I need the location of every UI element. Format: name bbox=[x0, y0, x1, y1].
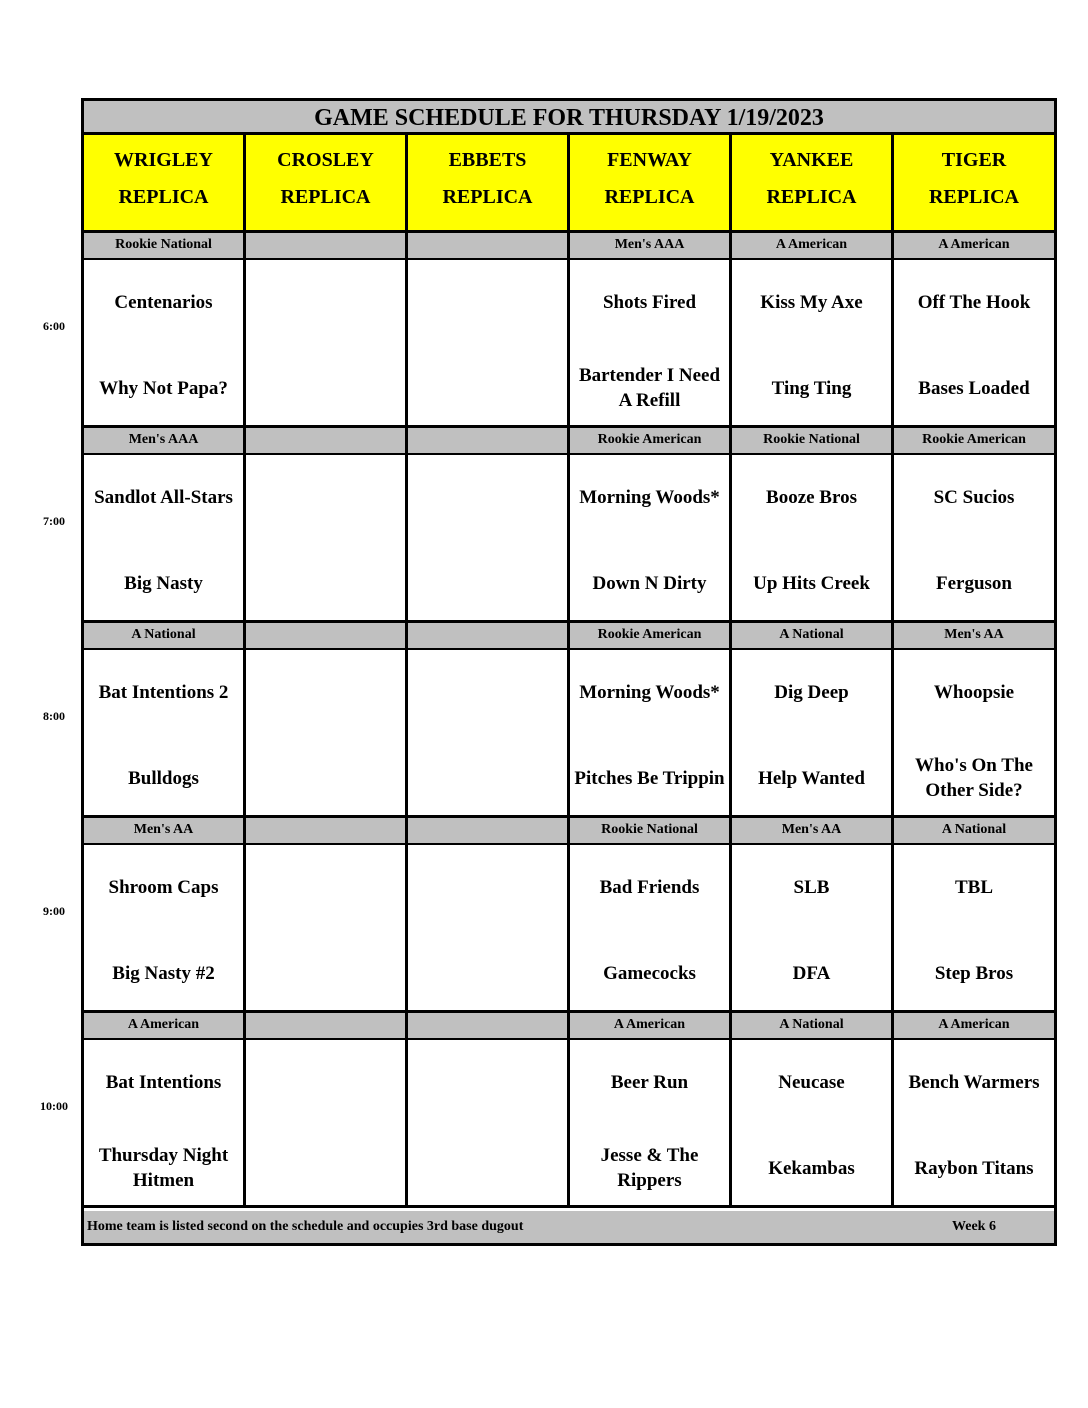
away-team bbox=[248, 857, 403, 917]
division-label: Men's AA bbox=[894, 623, 1054, 651]
away-team bbox=[410, 272, 565, 332]
away-team bbox=[410, 467, 565, 527]
field-header bbox=[84, 135, 246, 233]
division-label: A National bbox=[894, 818, 1054, 846]
away-team: Morning Woods* bbox=[579, 681, 720, 703]
game-cell bbox=[408, 1040, 570, 1208]
away-team bbox=[410, 857, 565, 917]
game-cell bbox=[732, 845, 894, 1013]
field-header bbox=[570, 135, 732, 233]
game-cell bbox=[732, 455, 894, 623]
away-team: Bat Intentions 2 bbox=[98, 681, 229, 703]
field-name: EBBETS bbox=[448, 149, 527, 171]
home-team: Pitches Be Trippin bbox=[574, 767, 725, 789]
division-label: A American bbox=[894, 1013, 1054, 1041]
game-cell bbox=[894, 260, 1054, 428]
time-label: 8:00 bbox=[43, 709, 65, 723]
division-label: Rookie American bbox=[570, 428, 732, 456]
field-type: REPLICA bbox=[766, 186, 857, 208]
division-label bbox=[408, 623, 570, 651]
game-cell bbox=[570, 455, 732, 623]
field-header bbox=[246, 135, 408, 233]
game-cell bbox=[570, 1040, 732, 1208]
home-team: Why Not Papa? bbox=[99, 377, 228, 399]
home-team bbox=[410, 553, 565, 613]
away-team: SC Sucios bbox=[933, 486, 1015, 508]
time-label: 7:00 bbox=[43, 514, 65, 528]
home-team: Raybon Titans bbox=[914, 1157, 1034, 1179]
home-team bbox=[248, 943, 403, 1003]
division-label bbox=[246, 1013, 408, 1041]
away-team: Kiss My Axe bbox=[760, 291, 863, 313]
game-cell bbox=[408, 650, 570, 818]
field-name: WRIGLEY bbox=[114, 149, 213, 171]
game-cell bbox=[84, 1040, 246, 1208]
game-cell bbox=[246, 455, 408, 623]
game-cell bbox=[246, 1040, 408, 1208]
division-label bbox=[408, 428, 570, 456]
field-type: REPLICA bbox=[442, 186, 533, 208]
footer-note: Home team is listed second on the schedule and occupies 3rd base dugout bbox=[87, 1219, 524, 1234]
field-header bbox=[894, 135, 1054, 233]
game-cell bbox=[408, 455, 570, 623]
away-team bbox=[410, 662, 565, 722]
home-team: Gamecocks bbox=[603, 962, 696, 984]
home-team: Ferguson bbox=[936, 572, 1012, 594]
field-type: REPLICA bbox=[280, 186, 371, 208]
home-team bbox=[248, 748, 403, 808]
home-team: Big Nasty #2 bbox=[112, 962, 215, 984]
game-cell bbox=[732, 650, 894, 818]
game-cell bbox=[246, 260, 408, 428]
home-team: Step Bros bbox=[934, 962, 1014, 984]
away-team: Shroom Caps bbox=[108, 876, 219, 898]
away-team: Shots Fired bbox=[602, 291, 697, 313]
home-team bbox=[410, 1138, 565, 1198]
home-team: Kekambas bbox=[768, 1157, 855, 1179]
away-team bbox=[410, 1052, 565, 1112]
field-name: TIGER bbox=[941, 149, 1007, 171]
division-label bbox=[246, 428, 408, 456]
away-team bbox=[248, 467, 403, 527]
division-label: A American bbox=[732, 233, 894, 261]
division-label: Men's AAA bbox=[84, 428, 246, 456]
away-team: Centenarios bbox=[114, 291, 213, 313]
division-label bbox=[408, 1013, 570, 1041]
division-label: Rookie National bbox=[570, 818, 732, 846]
division-label: A National bbox=[732, 1013, 894, 1041]
away-team: Morning Woods* bbox=[579, 486, 720, 508]
time-label: 10:00 bbox=[40, 1099, 68, 1113]
division-label bbox=[246, 623, 408, 651]
home-team bbox=[410, 943, 565, 1003]
home-team: Bases Loaded bbox=[918, 377, 1030, 399]
game-cell bbox=[408, 845, 570, 1013]
home-team: Help Wanted bbox=[758, 767, 865, 789]
division-label: A National bbox=[732, 623, 894, 651]
home-team bbox=[410, 358, 565, 418]
field-name: YANKEE bbox=[769, 149, 854, 171]
week-label: Week 6 bbox=[952, 1219, 996, 1234]
division-label: Men's AA bbox=[732, 818, 894, 846]
game-cell bbox=[894, 455, 1054, 623]
field-name: CROSLEY bbox=[277, 149, 374, 171]
home-team: Ting Ting bbox=[771, 377, 852, 399]
home-team: Up Hits Creek bbox=[753, 572, 870, 594]
game-cell bbox=[246, 845, 408, 1013]
division-label: A American bbox=[894, 233, 1054, 261]
away-team: TBL bbox=[954, 876, 994, 898]
page-title: GAME SCHEDULE FOR THURSDAY 1/19/2023 bbox=[84, 101, 1054, 135]
division-label: Rookie American bbox=[570, 623, 732, 651]
away-team: Sandlot All-Stars bbox=[94, 486, 233, 508]
away-team: Booze Bros bbox=[766, 486, 857, 508]
game-cell bbox=[732, 1040, 894, 1208]
home-team: Bartender I Need A Refill bbox=[578, 365, 721, 411]
home-team: DFA bbox=[792, 962, 831, 984]
home-team: Bulldogs bbox=[128, 767, 199, 789]
game-cell bbox=[570, 260, 732, 428]
division-label: Rookie National bbox=[732, 428, 894, 456]
time-label: 9:00 bbox=[43, 904, 65, 918]
away-team: Whoopsie bbox=[933, 681, 1015, 703]
away-team: Bad Friends bbox=[599, 876, 700, 898]
away-team: Off The Hook bbox=[917, 291, 1031, 313]
game-cell bbox=[570, 845, 732, 1013]
home-team: Who's On The Other Side? bbox=[915, 755, 1033, 801]
division-label bbox=[408, 233, 570, 261]
away-team: Beer Run bbox=[610, 1071, 689, 1093]
division-label bbox=[246, 818, 408, 846]
footer-bar bbox=[84, 1211, 1054, 1243]
field-type: REPLICA bbox=[604, 186, 695, 208]
time-label: 6:00 bbox=[43, 319, 65, 333]
game-cell bbox=[894, 1040, 1054, 1208]
game-cell bbox=[84, 650, 246, 818]
field-header bbox=[408, 135, 570, 233]
division-label: Men's AAA bbox=[570, 233, 732, 261]
division-label bbox=[408, 818, 570, 846]
away-team: Neucase bbox=[778, 1071, 845, 1093]
away-team: SLB bbox=[793, 876, 830, 898]
home-team: Thursday Night Hitmen bbox=[98, 1145, 229, 1191]
away-team: Bench Warmers bbox=[908, 1071, 1040, 1093]
away-team bbox=[248, 662, 403, 722]
game-cell bbox=[732, 260, 894, 428]
game-cell bbox=[570, 650, 732, 818]
schedule-sheet bbox=[81, 98, 1057, 1246]
game-cell bbox=[246, 650, 408, 818]
game-cell bbox=[84, 455, 246, 623]
field-name: FENWAY bbox=[607, 149, 692, 171]
home-team: Big Nasty bbox=[124, 572, 203, 594]
home-team bbox=[248, 1138, 403, 1198]
away-team: Bat Intentions bbox=[105, 1071, 222, 1093]
division-label bbox=[246, 233, 408, 261]
home-team bbox=[410, 748, 565, 808]
home-team bbox=[248, 358, 403, 418]
home-team: Jesse & The Rippers bbox=[600, 1145, 699, 1191]
division-label: A American bbox=[84, 1013, 246, 1041]
division-label: Rookie American bbox=[894, 428, 1054, 456]
division-label: Rookie National bbox=[84, 233, 246, 261]
division-label: A National bbox=[84, 623, 246, 651]
game-cell bbox=[84, 845, 246, 1013]
field-header bbox=[732, 135, 894, 233]
away-team bbox=[248, 272, 403, 332]
division-label: A American bbox=[570, 1013, 732, 1041]
game-cell bbox=[894, 650, 1054, 818]
division-label: Men's AA bbox=[84, 818, 246, 846]
game-cell bbox=[408, 260, 570, 428]
away-team: Dig Deep bbox=[774, 681, 849, 703]
away-team bbox=[248, 1052, 403, 1112]
game-cell bbox=[894, 845, 1054, 1013]
game-cell bbox=[84, 260, 246, 428]
field-type: REPLICA bbox=[118, 186, 209, 208]
home-team bbox=[248, 553, 403, 613]
field-type: REPLICA bbox=[928, 186, 1019, 208]
home-team: Down N Dirty bbox=[592, 572, 707, 594]
